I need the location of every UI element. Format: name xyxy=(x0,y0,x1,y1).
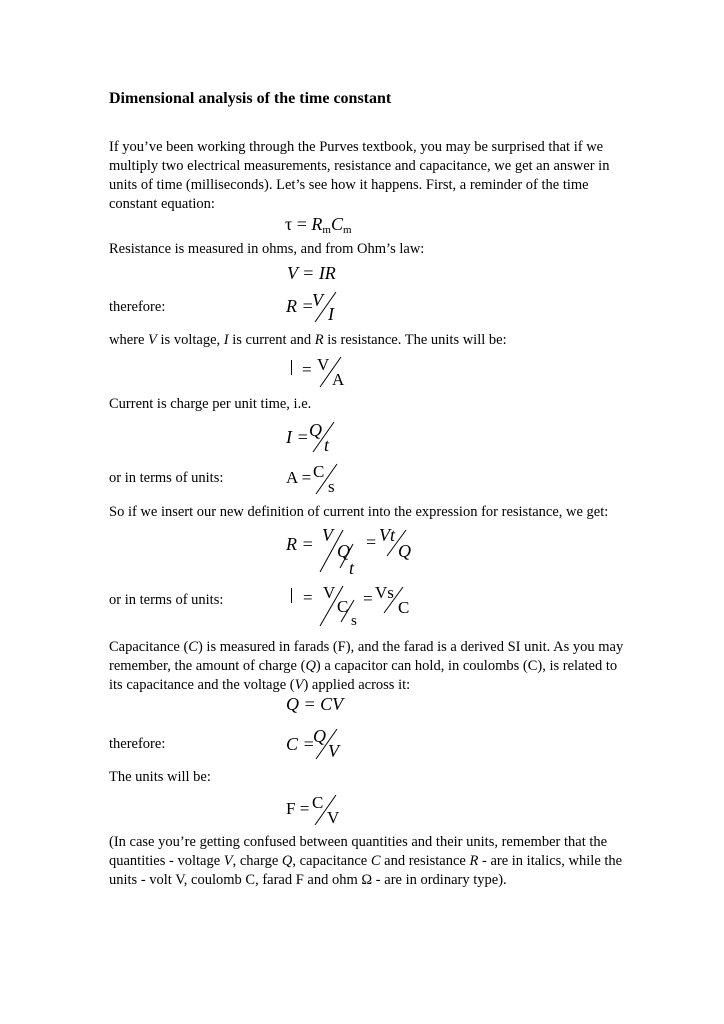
ohm-symbol-icon xyxy=(291,360,292,375)
omega-sub-inner-numerator: C xyxy=(337,597,349,616)
tau-sub-m2: m xyxy=(342,224,352,236)
f-eq-denominator: V xyxy=(327,808,340,827)
i-eq-lhs: I = xyxy=(286,427,309,447)
insert-paragraph: So if we insert our new definition of current into the expression for resistance, we get: xyxy=(109,504,609,520)
note-paragraph: (In case you’re getting confused between quantities and their units, remember that the quantities - voltage V, charge Q, capacitance C and resistance R - are in italics, while the units - volt V, coulomb C, farad F and ohm Ω - are in ordinary type). xyxy=(109,834,623,888)
r-eq-numerator: V xyxy=(312,290,323,310)
a-eq-lhs: A = xyxy=(286,468,312,487)
f-eq-numerator: C xyxy=(312,793,324,812)
units-paragraph: The units will be: xyxy=(109,769,211,785)
i-eq-denominator: t xyxy=(324,435,330,455)
where-paragraph: where V is voltage, I is current and R is resistance. The units will be: xyxy=(109,332,507,348)
a-eq-numerator: C xyxy=(313,462,325,481)
units-label-1: or in terms of units: xyxy=(109,470,224,486)
omega-sub-denominator-2: C xyxy=(398,598,410,617)
a-eq-denominator: s xyxy=(328,477,335,496)
omega-eq-numerator: V xyxy=(317,355,330,374)
tau-equation xyxy=(285,214,352,236)
tau-R: R xyxy=(311,214,323,234)
r-sub-denominator-2: Q xyxy=(398,541,411,561)
omega-eq-denominator: A xyxy=(332,370,345,389)
omega-sub-numerator: V xyxy=(323,583,336,602)
r-sub-numerator: V xyxy=(322,525,333,545)
r-eq-denominator: I xyxy=(328,304,334,324)
a-equation xyxy=(286,462,346,496)
current-paragraph: Current is charge per unit time, i.e. xyxy=(109,396,312,412)
omega-eq-equals: = xyxy=(302,360,312,379)
c-eq-denominator: V xyxy=(328,741,339,761)
omega-sub-equals: = xyxy=(303,588,313,607)
r-sub-numerator-2: Vt xyxy=(379,525,395,545)
omega-sub-inner-denominator: s xyxy=(351,613,357,629)
f-equation xyxy=(286,793,346,827)
tau-C: C xyxy=(330,214,343,234)
c-equation xyxy=(286,727,346,761)
ohms-law-equation: V = IR xyxy=(287,263,336,283)
tau-sub-m1: m xyxy=(322,224,331,236)
page-title: Dimensional analysis of the time constant xyxy=(109,90,392,107)
r-sub-equals: = xyxy=(366,532,377,552)
omega-sub-equals-2: = xyxy=(363,589,373,608)
r-sub-inner-denominator: t xyxy=(349,558,355,578)
tau-lhs: τ = xyxy=(285,214,312,234)
units-label-2: or in terms of units: xyxy=(109,592,224,608)
i-equation xyxy=(286,420,346,454)
omega-substitution-equation xyxy=(289,583,429,635)
r-substitution-equation xyxy=(286,527,426,581)
r-sub-inner-numerator: Q xyxy=(337,541,350,561)
r-sub-lhs: R = xyxy=(286,534,314,554)
r-eq-lhs: R = xyxy=(286,296,314,316)
fraction-slash xyxy=(314,291,338,323)
capacitance-paragraph: Capacitance (C) is measured in farads (F), and the farad is a derived SI unit. As you may remember, the amount of charge (Q) a capacitor can hold, in coulombs (C), is related to its capacitance and the voltage (V) applied across it: xyxy=(109,639,624,693)
omega-sub-numerator-2: Vs xyxy=(375,583,394,602)
c-eq-numerator: Q xyxy=(313,726,326,746)
c-eq-lhs: C = xyxy=(286,734,315,754)
ohm-symbol-icon xyxy=(291,588,292,603)
fraction-slash xyxy=(315,463,339,495)
ohms-paragraph: Resistance is measured in ohms, and from Ohm’s law: xyxy=(109,241,425,257)
ohm-units-equation xyxy=(289,356,359,390)
therefore-label: therefore: xyxy=(109,299,166,315)
i-eq-numerator: Q xyxy=(309,420,322,440)
therefore-label-2: therefore: xyxy=(109,736,166,752)
intro-paragraph: If you’ve been working through the Purves textbook, you may be surprised that if we multiply two electrical measurements, resistance and capacitance, we get an answer in units of time (milliseconds). Let’s see how it happens. First, a reminder of the time constant equation: xyxy=(109,139,610,212)
f-eq-lhs: F = xyxy=(286,799,310,818)
q-equation: Q = CV xyxy=(286,694,344,714)
r-equation xyxy=(286,291,346,325)
